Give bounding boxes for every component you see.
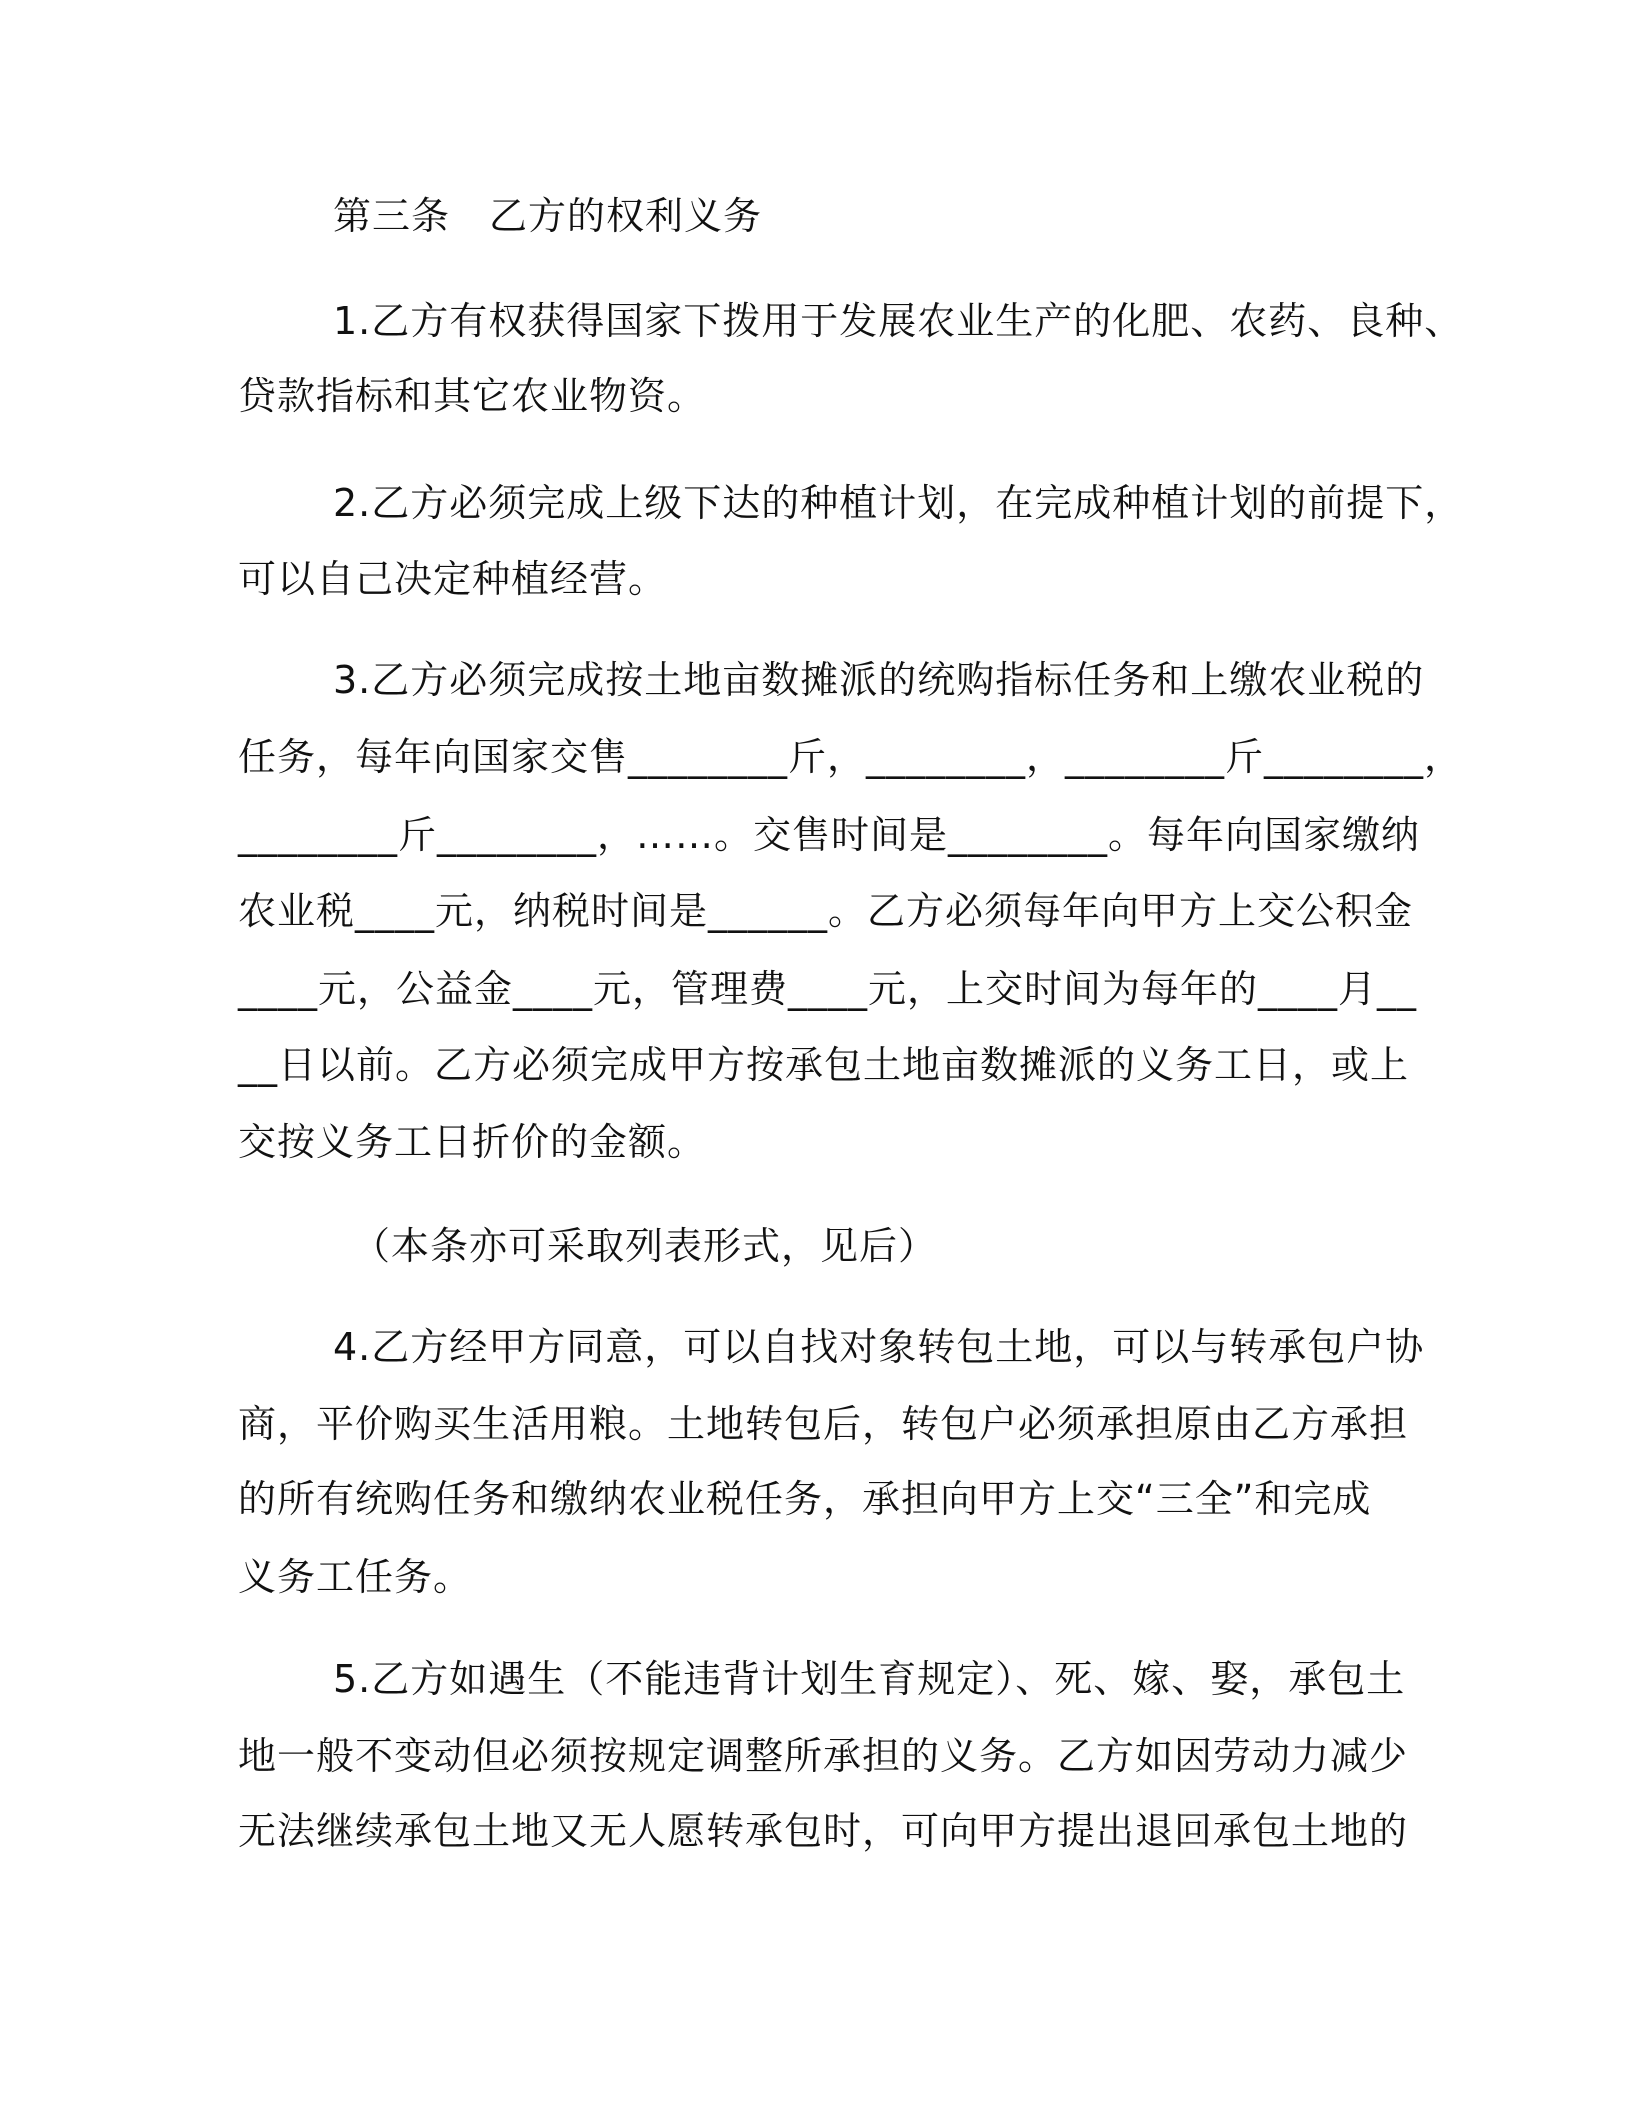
item-3-line-5: ____元，公益金____元，管理费____元，上交时间为每年的____月__ bbox=[238, 967, 1418, 1011]
item-3-line-7: 交按义务工日折价的金额。 bbox=[238, 1120, 707, 1164]
item-5-line-2: 地一般不变动但必须按规定调整所承担的义务。乙方如因劳动力减少 bbox=[238, 1734, 1409, 1778]
article-heading: 第三条 乙方的权利义务 bbox=[333, 194, 763, 238]
note-list-form: （本条亦可采取列表形式，见后） bbox=[352, 1224, 938, 1268]
item-4-line-1: 4.乙方经甲方同意，可以自找对象转包土地，可以与转承包户协 bbox=[333, 1325, 1425, 1369]
item-3-line-3: ________斤________，……。交售时间是________。每年向国家缴纳 bbox=[238, 813, 1421, 857]
item-2-line-1: 2.乙方必须完成上级下达的种植计划，在完成种植计划的前提下， bbox=[333, 481, 1464, 525]
item-3-line-2: 任务，每年向国家交售________斤，________，________斤________， bbox=[238, 735, 1464, 779]
item-3-line-4: 农业税____元，纳税时间是______。乙方必须每年向甲方上交公积金 bbox=[238, 889, 1414, 933]
item-5-line-3: 无法继续承包土地又无人愿转承包时，可向甲方提出退回承包土地的 bbox=[238, 1809, 1409, 1853]
item-3-line-1: 3.乙方必须完成按土地亩数摊派的统购指标任务和上缴农业税的 bbox=[333, 658, 1425, 702]
item-1-line-1: 1.乙方有权获得国家下拨用于发展农业生产的化肥、农药、良种、 bbox=[333, 299, 1464, 343]
item-3-line-6: __日以前。乙方必须完成甲方按承包土地亩数摊派的义务工日，或上 bbox=[238, 1043, 1410, 1087]
item-5-line-1: 5.乙方如遇生（不能违背计划生育规定）、死、嫁、娶，承包土 bbox=[333, 1657, 1406, 1701]
item-4-line-2: 商，平价购买生活用粮。土地转包后，转包户必须承担原由乙方承担 bbox=[238, 1402, 1409, 1446]
item-1-line-2: 贷款指标和其它农业物资。 bbox=[238, 374, 707, 418]
item-4-line-4: 义务工任务。 bbox=[238, 1555, 473, 1599]
item-4-line-3: 的所有统购任务和缴纳农业税任务，承担向甲方上交“三全”和完成 bbox=[238, 1477, 1372, 1521]
item-2-line-2: 可以自己决定种植经营。 bbox=[238, 557, 668, 601]
